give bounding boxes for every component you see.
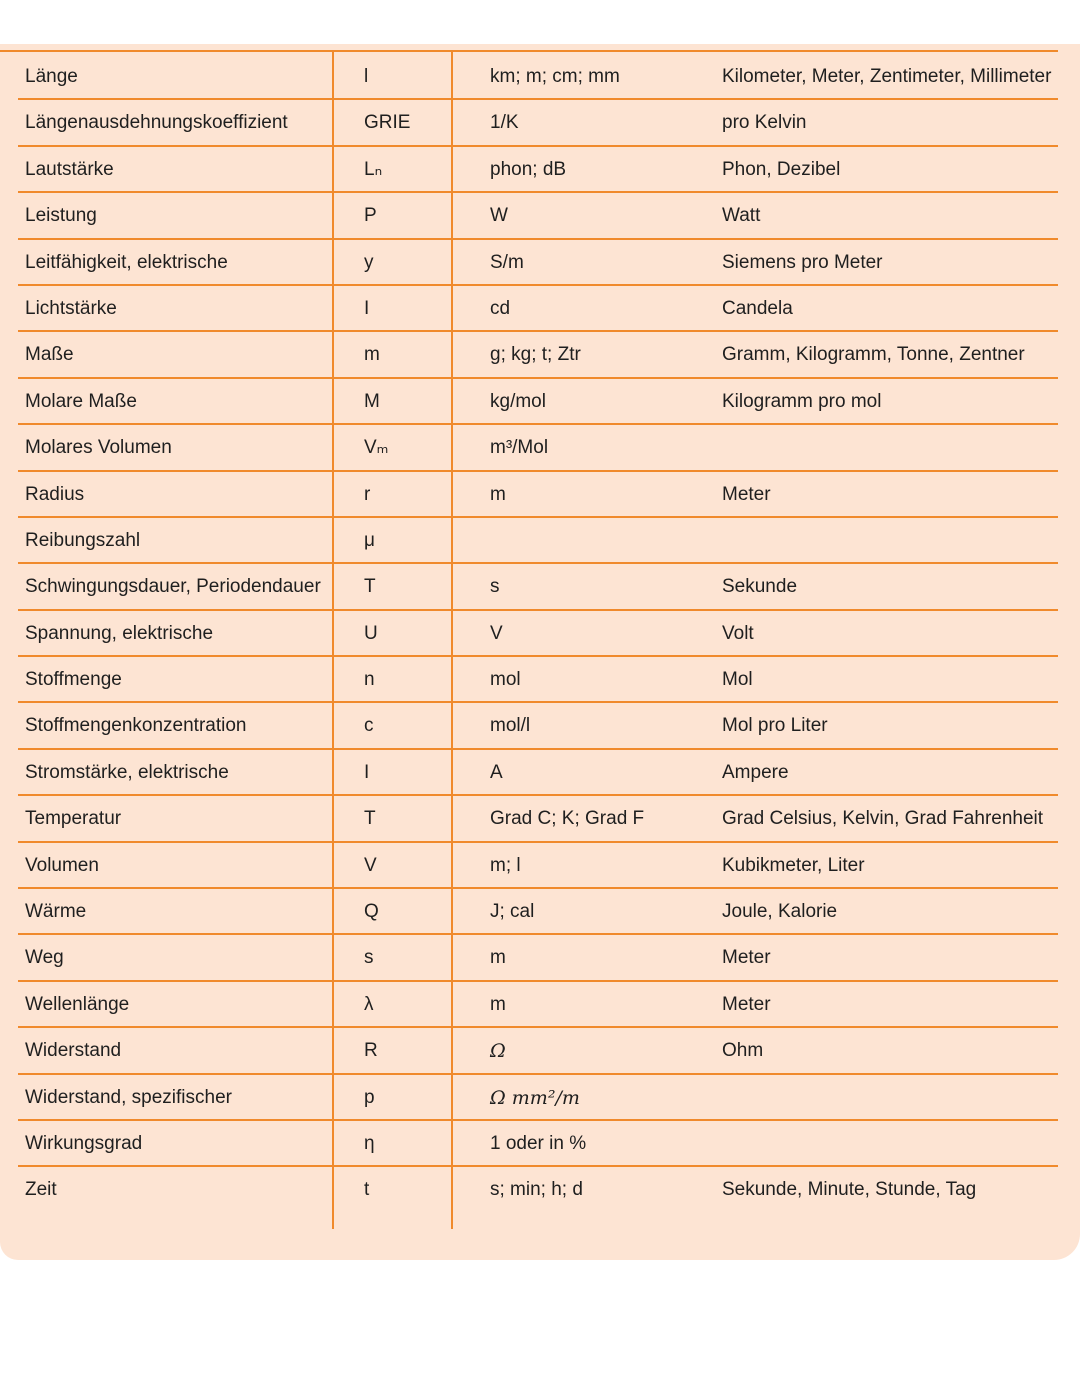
table-row <box>0 332 1080 378</box>
quantity-cell: Widerstand, spezifischer <box>25 1086 232 1108</box>
quantity-cell: Leistung <box>25 205 97 227</box>
quantity-cell: Reibungszahl <box>25 529 141 551</box>
quantity-cell: Längenausdehnungskoeffizient <box>25 112 288 134</box>
unit-cell: m; l <box>490 854 521 876</box>
unit-cell: V <box>490 622 503 644</box>
unit-name-cell: Meter <box>722 993 771 1015</box>
table-row <box>0 1121 1080 1167</box>
table-row <box>0 1075 1080 1121</box>
unit-name-cell: Mol <box>722 669 753 691</box>
quantities-table <box>0 54 1080 1214</box>
unit-cell: mol/l <box>490 715 531 737</box>
symbol-cell: λ <box>364 993 374 1015</box>
symbol-cell: r <box>364 483 371 505</box>
table-row <box>0 935 1080 981</box>
quantity-cell: Wärme <box>25 901 87 923</box>
table-row <box>0 982 1080 1028</box>
unit-name-cell: Siemens pro Meter <box>722 251 883 273</box>
table-row <box>0 657 1080 703</box>
unit-cell: mol <box>490 669 521 691</box>
unit-name-cell: Volt <box>722 622 754 644</box>
unit-cell: s <box>490 576 500 598</box>
symbol-cell: M <box>364 390 380 412</box>
quantity-cell: Radius <box>25 483 85 505</box>
quantity-cell: Wellenlänge <box>25 993 130 1015</box>
table-row <box>0 750 1080 796</box>
symbol-cell: T <box>364 576 376 598</box>
quantity-cell: Stromstärke, elektrische <box>25 761 229 783</box>
symbol-cell: Vₘ <box>364 437 389 459</box>
quantity-cell: Schwingungsdauer, Periodendauer <box>25 576 321 598</box>
symbol-cell: y <box>364 251 374 273</box>
symbol-cell: Lₙ <box>364 158 383 180</box>
unit-name-cell: Phon, Dezibel <box>722 158 841 180</box>
symbol-cell: T <box>364 808 376 830</box>
symbol-cell: I <box>364 297 370 319</box>
unit-name-cell: Mol pro Liter <box>722 715 828 737</box>
unit-name-cell: Gramm, Kilogramm, Tonne, Zentner <box>722 344 1025 366</box>
table-row <box>0 1167 1080 1213</box>
unit-name-cell: Watt <box>722 205 761 227</box>
table-row <box>0 100 1080 146</box>
unit-name-cell: Candela <box>722 297 793 319</box>
quantity-cell: Wirkungsgrad <box>25 1132 143 1154</box>
unit-name-cell: Meter <box>722 947 771 969</box>
table-row <box>0 611 1080 657</box>
table-row <box>0 564 1080 610</box>
quantity-cell: Lichtstärke <box>25 297 117 319</box>
unit-cell: phon; dB <box>490 158 567 180</box>
symbol-cell: μ <box>364 529 375 551</box>
table-row <box>0 240 1080 286</box>
unit-name-cell: Ampere <box>722 761 789 783</box>
unit-name-cell: Joule, Kalorie <box>722 901 838 923</box>
unit-cell: km; m; cm; mm <box>490 66 620 87</box>
unit-cell: 1 oder in % <box>490 1132 587 1154</box>
symbol-cell: t <box>364 1179 370 1201</box>
symbol-cell: s <box>364 947 374 969</box>
table-row <box>0 843 1080 889</box>
unit-cell: Grad C; K; Grad F <box>490 808 645 830</box>
unit-cell: J; cal <box>490 901 535 923</box>
quantity-cell: Molare Maße <box>25 390 137 412</box>
symbol-cell: R <box>364 1040 378 1062</box>
unit-cell: m <box>490 993 506 1015</box>
table-row <box>0 379 1080 425</box>
symbol-cell: m <box>364 344 380 366</box>
symbol-cell: P <box>364 205 377 227</box>
symbol-cell: I <box>364 761 370 783</box>
symbol-cell: n <box>364 669 375 691</box>
table-top-rule <box>0 50 1058 52</box>
symbol-cell: U <box>364 622 378 644</box>
quantity-cell: Lautstärke <box>25 158 114 180</box>
table-row <box>0 889 1080 935</box>
unit-name-cell: Meter <box>722 483 771 505</box>
unit-name-cell: Ohm <box>722 1040 764 1062</box>
unit-cell: kg/mol <box>490 390 546 412</box>
unit-cell: Ω mm²/m <box>490 1086 580 1109</box>
table-row <box>0 425 1080 471</box>
unit-name-cell: pro Kelvin <box>722 112 807 134</box>
table-row <box>0 193 1080 239</box>
unit-name-cell: Kilometer, Meter, Zentimeter, Millimeter <box>722 66 1052 87</box>
unit-cell: W <box>490 205 508 227</box>
symbol-cell: c <box>364 715 374 737</box>
quantity-cell: Zeit <box>25 1179 57 1201</box>
quantity-cell: Stoffmenge <box>25 669 122 691</box>
unit-cell: m <box>490 483 506 505</box>
quantity-cell: Maße <box>25 344 74 366</box>
symbol-cell: V <box>364 854 377 876</box>
table-row <box>0 796 1080 842</box>
quantity-cell: Widerstand <box>25 1040 122 1062</box>
table-row <box>0 147 1080 193</box>
symbol-cell: Q <box>364 901 379 923</box>
unit-cell: A <box>490 761 503 783</box>
unit-name-cell: Sekunde <box>722 576 798 598</box>
quantity-cell: Molares Volumen <box>25 437 172 459</box>
quantity-cell: Länge <box>25 66 78 87</box>
table-row <box>0 1028 1080 1074</box>
quantity-cell: Volumen <box>25 854 99 876</box>
quantity-cell: Spannung, elektrische <box>25 622 214 644</box>
unit-cell: cd <box>490 297 511 319</box>
unit-cell: S/m <box>490 251 524 273</box>
quantity-cell: Stoffmengenkonzentration <box>25 715 247 737</box>
unit-cell: s; min; h; d <box>490 1179 583 1201</box>
unit-cell: g; kg; t; Ztr <box>490 344 581 366</box>
quantity-cell: Leitfähigkeit, elektrische <box>25 251 228 273</box>
unit-name-cell: Sekunde, Minute, Stunde, Tag <box>722 1179 977 1201</box>
table-row <box>0 286 1080 332</box>
quantity-cell: Temperatur <box>25 808 122 830</box>
unit-name-cell: Kubikmeter, Liter <box>722 854 865 876</box>
symbol-cell: p <box>364 1086 375 1108</box>
unit-cell: 1/K <box>490 112 519 134</box>
table-row <box>0 518 1080 564</box>
unit-cell: Ω <box>490 1040 506 1063</box>
unit-name-cell: Grad Celsius, Kelvin, Grad Fahrenheit <box>722 808 1044 830</box>
table-row <box>0 703 1080 749</box>
unit-name-cell: Kilogramm pro mol <box>722 390 882 412</box>
symbol-cell: η <box>364 1132 375 1154</box>
unit-cell: m³/Mol <box>490 437 549 459</box>
unit-cell: m <box>490 947 506 969</box>
symbol-cell: l <box>364 66 369 87</box>
quantity-cell: Weg <box>25 947 64 969</box>
table-row <box>0 472 1080 518</box>
symbol-cell: GRIE <box>364 112 411 134</box>
table-row <box>0 54 1080 100</box>
